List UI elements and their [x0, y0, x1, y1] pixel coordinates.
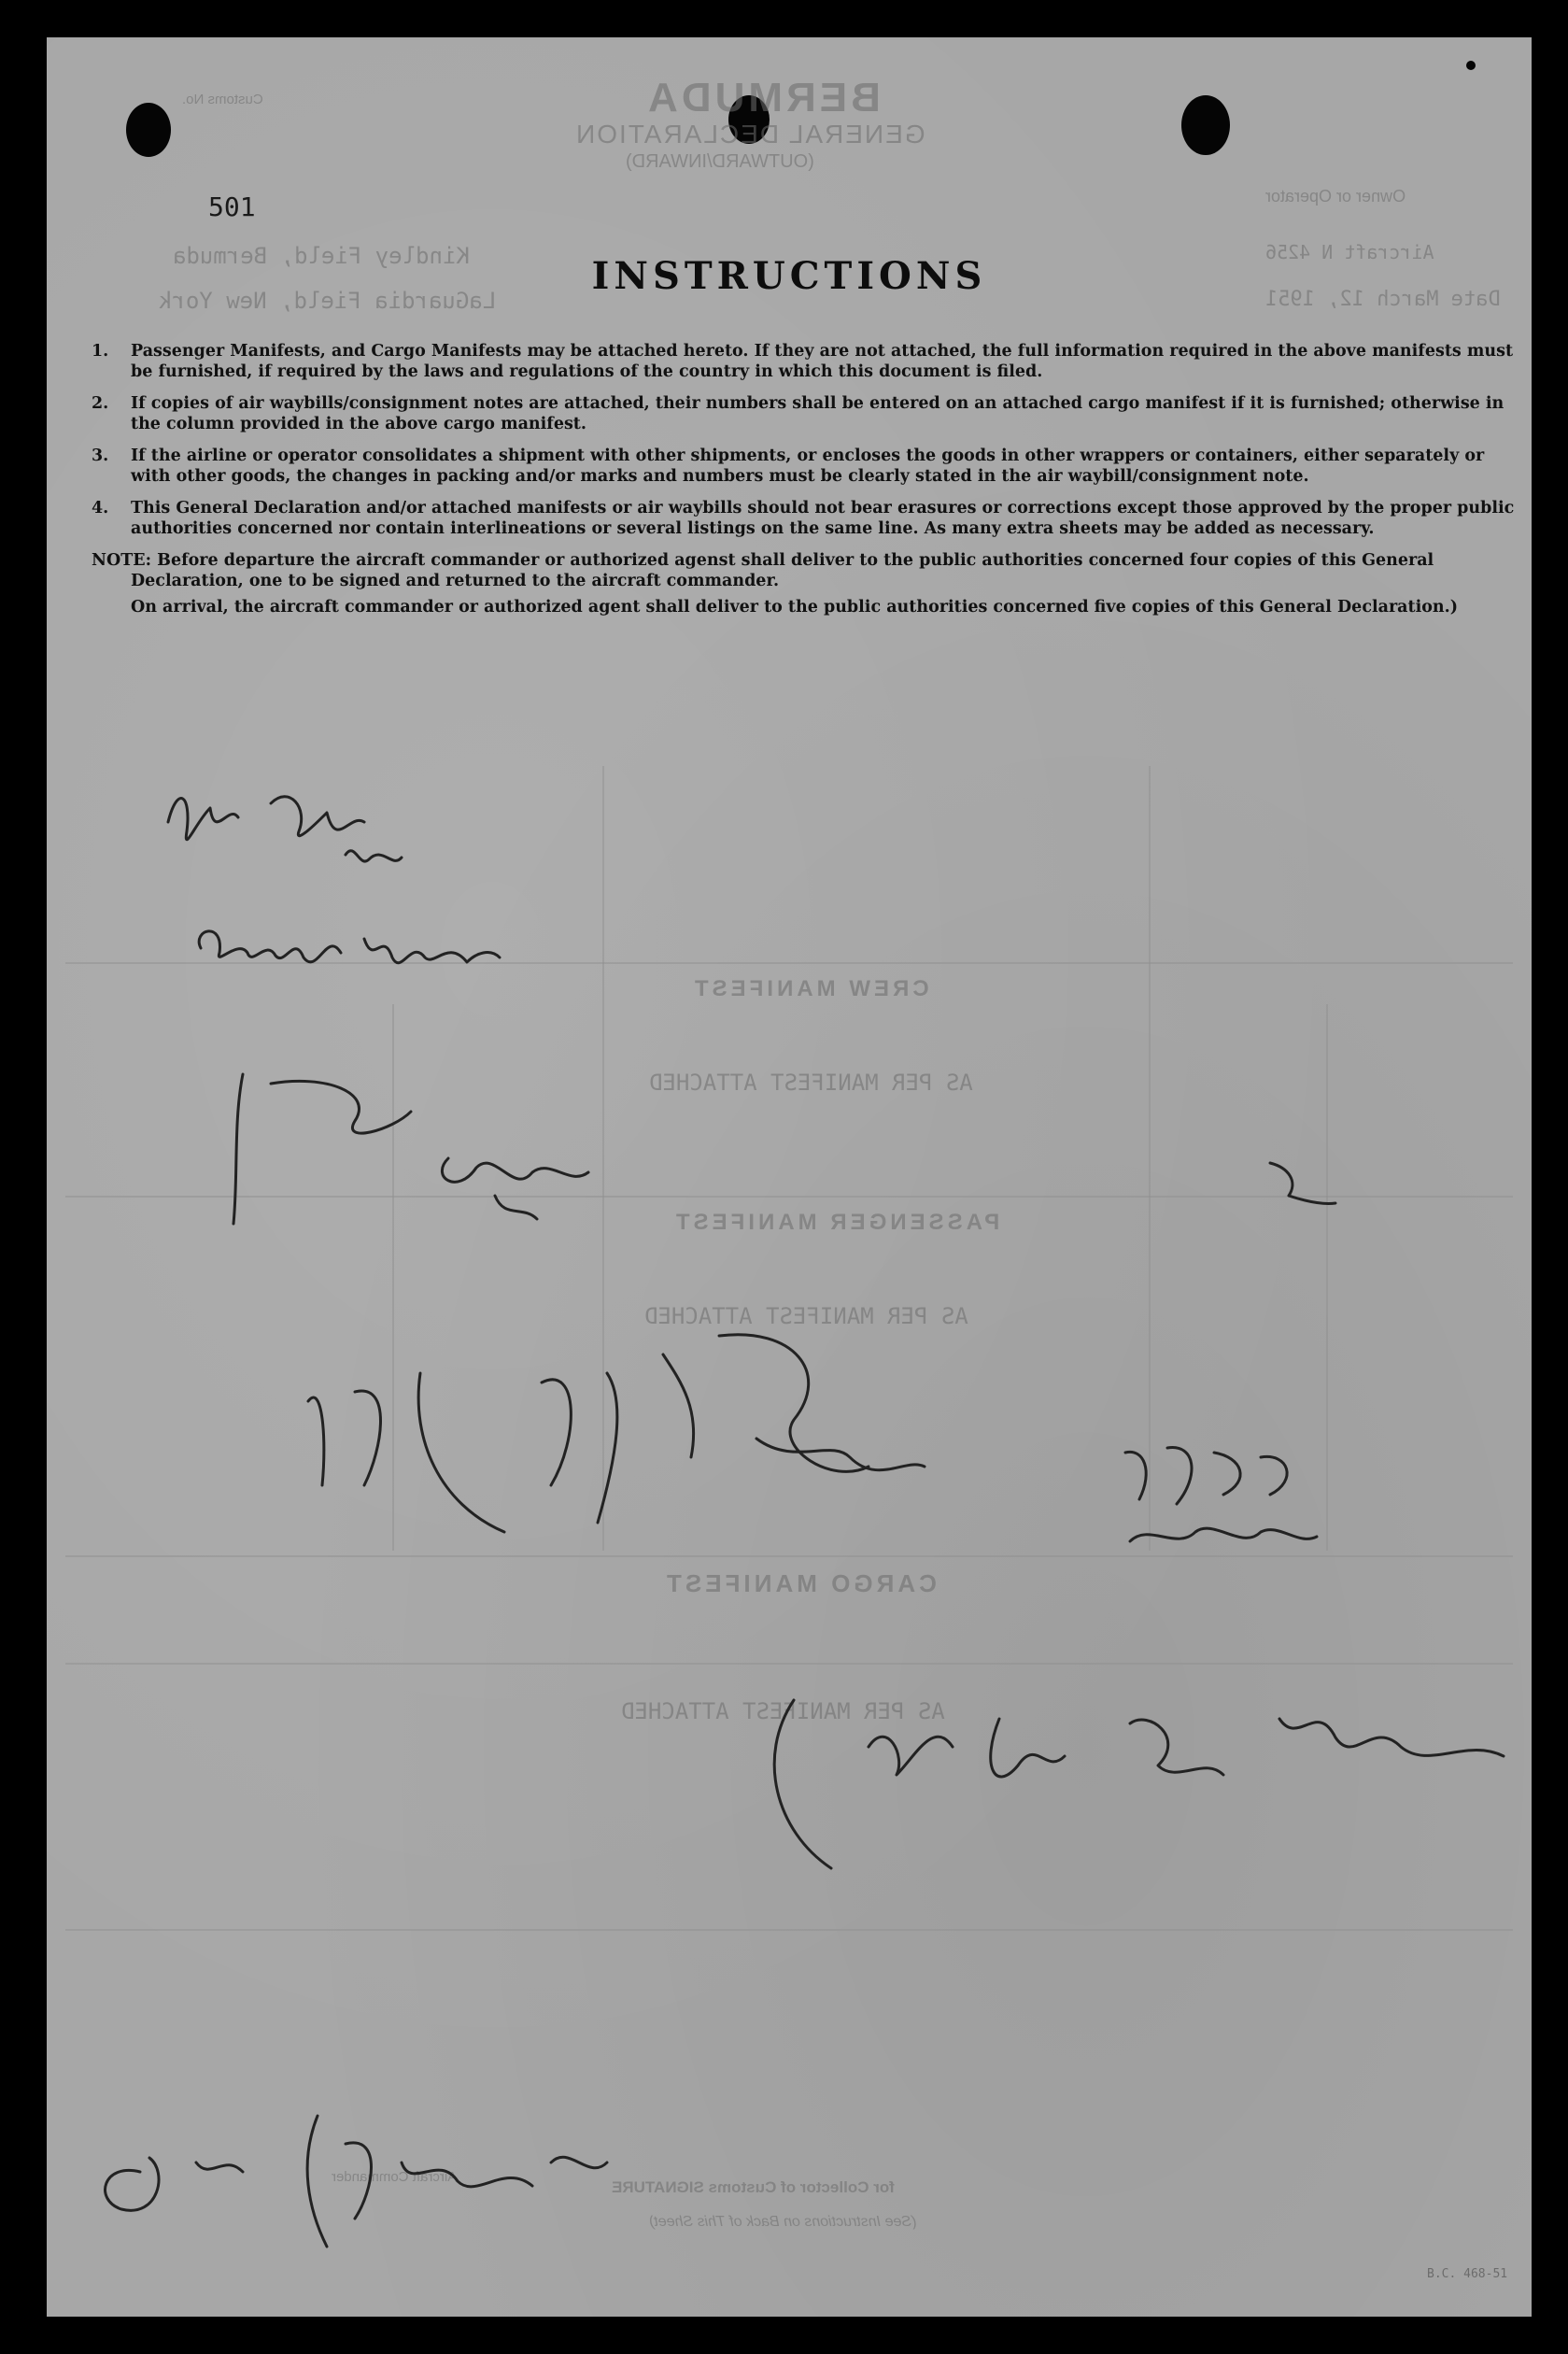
bleed-rule-4 [65, 1663, 1513, 1665]
bleed-title: GENERAL DECLARATION [574, 120, 925, 149]
form-code: B.C. 468-51 [1427, 2267, 1508, 2281]
note-departure-text: Before departure the aircraft commander or authorized agenst shall deliver to the public authorities concerned four copies of this General Declaration, one to be signed and returned to the aircraft commander. [131, 551, 1434, 590]
instruction-text: Passenger Manifests, and Cargo Manifests may be attached hereto. If they are not attached, the full information required in the above manifests must be furnished, if required by the laws and regulations of the country in which this document is filed. [131, 342, 1514, 381]
document-page [47, 37, 1532, 2317]
note-block [92, 550, 1520, 617]
note-label: NOTE: [92, 551, 152, 570]
bleed-commander: Aircraft Commander [332, 2169, 458, 2185]
handwriting-time [1111, 1429, 1354, 1588]
handwriting-initials [215, 1056, 607, 1233]
bleed-attached-cargo: AS PER MANIFEST ATTACHED [621, 1698, 945, 1724]
note-arrival: On arrival, the aircraft commander or authorized agent shall deliver to the public authorities concerned five copies of this General Declaration.) [131, 598, 1459, 617]
bleed-customs-no: Customs No. [182, 92, 263, 107]
note-departure [92, 550, 1520, 591]
bleed-signature-line: for Collector of Customs SIGNATURE [612, 2178, 895, 2196]
instruction-text: If copies of air waybills/consignment notes are attached, their numbers shall be entered on an attached cargo manifest if it is furnished; otherwise in the column provided in the above cargo manifest. [131, 394, 1504, 433]
bleed-arrival-place: LaGuardia Field, New York [159, 288, 497, 314]
punch-hole-small [1466, 61, 1476, 70]
instruction-item [92, 498, 1520, 539]
instruction-number: 4. [92, 499, 109, 518]
instruction-item [92, 393, 1520, 434]
bleed-country: BERMUDA [644, 75, 881, 121]
punch-hole-right [1181, 95, 1230, 155]
bleed-subtitle: (OUTWARD/INWARD) [626, 151, 814, 172]
bleed-date: Date March 12, 1951 [1265, 288, 1501, 311]
bleed-attached-passenger: AS PER MANIFEST ATTACHED [644, 1303, 968, 1329]
instructions-list [92, 341, 1520, 623]
handwriting-cleared [187, 911, 504, 986]
bleed-owner: Owner or Operator [1265, 187, 1406, 206]
bleed-signature-note: (See Instructions on Back of This Sheet) [649, 2214, 917, 2230]
bleed-crew-manifest: CREW MANIFEST [691, 976, 929, 1001]
handwriting-cargo-signature [756, 1681, 1522, 1887]
commander-signature [84, 2106, 626, 2256]
bleed-attached-crew: AS PER MANIFEST ATTACHED [649, 1070, 973, 1096]
instruction-number: 1. [92, 342, 109, 361]
instruction-text: This General Declaration and/or attached manifests or air waybills should not bear erasures or corrections except those approved by the proper public authorities concerned nor contain interlineations or several listings on the same line. As many extra sheets may be added as necessary. [131, 499, 1515, 538]
form-number: 501 [208, 191, 256, 222]
bleed-cargo-manifest: CARGO MANIFEST [663, 1569, 937, 1597]
instruction-number: 2. [92, 394, 109, 413]
bleed-departure-place: Kindley Field, Bermuda [173, 243, 470, 269]
page-title: INSTRUCTIONS [591, 254, 987, 298]
bleed-passenger-manifest: PASSENGER MANIFEST [672, 1210, 1000, 1235]
handwriting-date [271, 1298, 943, 1541]
punch-hole-left [126, 103, 171, 157]
handwriting-note-top [159, 766, 458, 878]
instruction-item [92, 446, 1520, 487]
instruction-item [92, 341, 1520, 382]
bleed-aircraft: Aircraft N 4256 [1265, 241, 1434, 263]
instruction-number: 3. [92, 447, 109, 465]
bleed-rule-5 [65, 1929, 1513, 1931]
instruction-text: If the airline or operator consolidates a shipment with other shipments, or encloses the goods in other wrappers or containers, either separately or with other goods, the changes in packing and/or marks and numbers must be clearly stated in the air waybill/consignment note. [131, 447, 1485, 486]
handwriting-tick [1261, 1149, 1345, 1214]
